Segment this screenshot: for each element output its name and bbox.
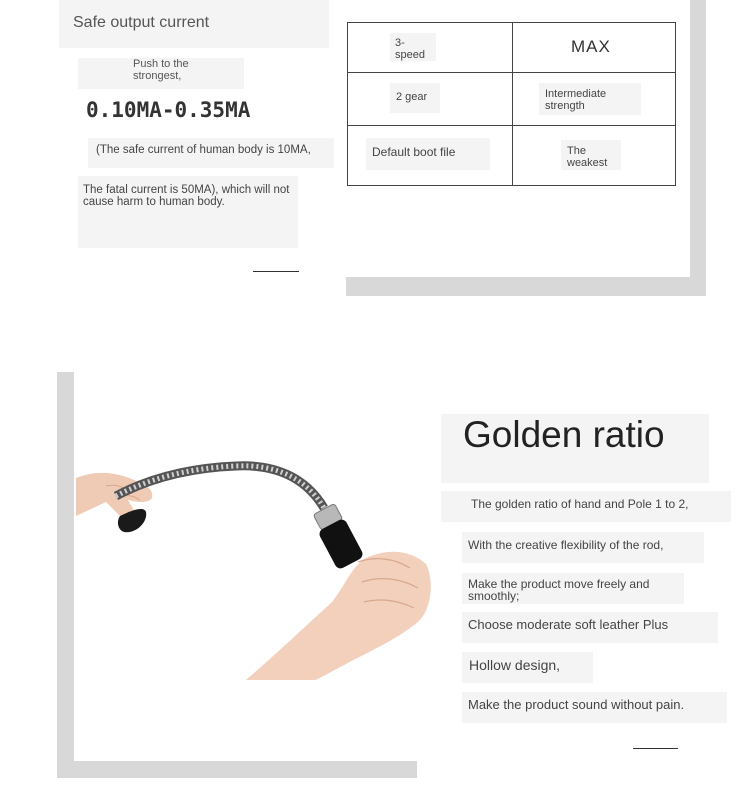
strength-label-box — [561, 140, 621, 170]
gear-label: 3-speed — [395, 37, 425, 61]
push-note-text: Push to the strongest, — [133, 58, 189, 82]
gear-label-box — [366, 138, 490, 170]
safe-current-note-text: (The safe current of human body is 10MA, — [96, 144, 311, 156]
feature-line-text: The golden ratio of hand and Pole 1 to 2, — [471, 497, 689, 511]
current-range: 0.10MA-0.35MA — [86, 98, 251, 122]
gear-cell — [348, 73, 513, 126]
gear-label: Default boot file — [372, 145, 456, 159]
strength-label-box — [539, 83, 641, 115]
feature-line — [462, 612, 718, 643]
table-row — [348, 126, 676, 186]
feature-line-text: Choose moderate soft leather Plus — [468, 617, 669, 632]
gear-table — [347, 22, 676, 186]
divider-line — [633, 748, 678, 749]
right-hand-illustration — [246, 552, 431, 680]
feature-line-text: Make the product move freely and smoothly; — [468, 577, 650, 603]
feature-line — [441, 491, 731, 522]
product-photo — [76, 398, 436, 680]
frame-bar-bottom — [57, 761, 417, 778]
feature-line-text: With the creative flexibility of the rod, — [468, 538, 664, 552]
divider-line — [253, 271, 299, 272]
strength-label: The weakest — [567, 145, 608, 169]
fatal-current-note-text: The fatal current is 50MA), which will not cause harm to human body. — [83, 184, 290, 208]
fatal-current-note — [78, 176, 298, 248]
gear-cell — [348, 23, 513, 73]
feature-line — [462, 532, 704, 563]
strength-label: MAX — [571, 37, 611, 56]
strength-cell — [513, 73, 676, 126]
feature-line — [462, 692, 727, 723]
gear-label: 2 gear — [396, 91, 428, 103]
golden-ratio-title-text: Golden ratio — [463, 414, 665, 455]
golden-ratio-title — [441, 414, 709, 483]
table-row — [348, 23, 676, 73]
feature-line-text: Hollow design, — [469, 657, 561, 673]
frame-bar-right — [690, 0, 706, 296]
feature-line-text: Make the product sound without pain. — [468, 697, 685, 712]
spring-rod — [116, 466, 324, 508]
gear-label-box — [390, 33, 436, 61]
feature-line — [462, 652, 593, 683]
safe-current-note — [88, 138, 334, 168]
gear-cell — [348, 126, 513, 186]
push-note — [78, 58, 244, 89]
safe-output-title-text: Safe output current — [73, 14, 210, 31]
feature-line — [462, 573, 684, 604]
strength-cell — [513, 126, 676, 186]
strength-cell — [513, 23, 676, 73]
safe-output-title — [59, 0, 329, 48]
table-row — [348, 73, 676, 126]
gear-label-box — [390, 83, 440, 113]
strength-label: Intermediate strength — [545, 88, 607, 112]
frame-bar-left — [57, 372, 74, 778]
frame-bar-bottom — [346, 277, 706, 296]
